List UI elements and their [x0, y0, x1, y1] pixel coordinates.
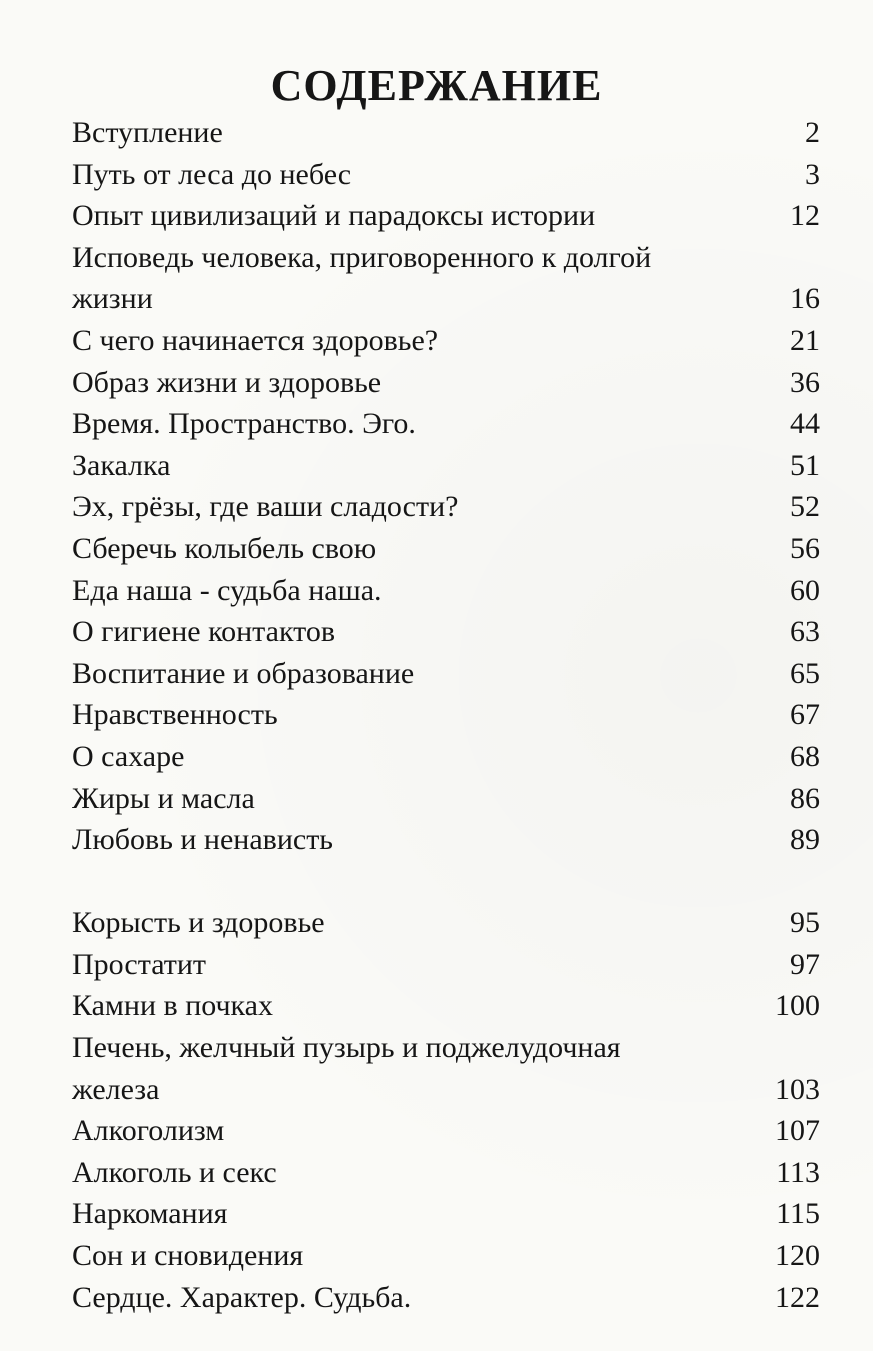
toc-entry-title: Жиры и масла [72, 781, 255, 815]
toc-entry-page: 2 [805, 116, 820, 149]
toc-entry [72, 1235, 832, 1277]
toc-entry-page: 3 [805, 157, 820, 191]
toc-entry-page: 97 [790, 947, 820, 981]
toc-entry-page: 120 [775, 1239, 820, 1273]
toc-entry-page: 52 [790, 490, 820, 524]
toc-entry-page: 60 [790, 573, 820, 607]
toc-entry [72, 570, 832, 612]
toc-entry [72, 778, 832, 820]
toc-entry-title: Еда наша - судьба наша. [72, 573, 382, 607]
toc-entry [72, 320, 832, 362]
table-of-contents [72, 112, 832, 1318]
toc-entry-title: Время. Пространство. Эго. [72, 407, 416, 441]
toc-entry-title: С чего начинается здоровье? [72, 323, 439, 357]
toc-entry-page: 95 [790, 906, 820, 940]
toc-entry-title: Камни в почках [72, 989, 273, 1023]
toc-entry-title: Сердце. Характер. Судьба. [72, 1280, 412, 1314]
toc-entry-title: Алкоголь и секс [72, 1155, 277, 1189]
toc-entry [72, 736, 832, 778]
toc-entry [72, 195, 832, 237]
toc-entry-page: 115 [776, 1197, 820, 1231]
toc-entry [72, 694, 832, 736]
toc-entry-page: 86 [790, 781, 820, 815]
toc-entry [72, 819, 832, 861]
toc-entry [72, 362, 832, 404]
toc-entry [72, 486, 832, 528]
toc-entry-page: 44 [790, 407, 820, 441]
toc-entry-page: 36 [790, 365, 820, 399]
toc-entry [72, 1110, 832, 1152]
toc-entry-page: 56 [790, 531, 820, 565]
toc-entry [72, 1277, 832, 1319]
toc-entry [72, 154, 832, 196]
toc-entry [72, 403, 832, 445]
toc-entry-title: Печень, желчный пузырь и поджелудочная железа [72, 1031, 621, 1106]
toc-entry-title: Сон и сновидения [72, 1239, 304, 1273]
toc-entry-title: Путь от леса до небес [72, 157, 352, 191]
toc-entry-page: 12 [790, 199, 820, 233]
toc-entry [72, 1193, 832, 1235]
toc-entry-page: 113 [776, 1155, 820, 1189]
toc-entry-page: 89 [790, 823, 820, 857]
toc-entry-page: 51 [790, 448, 820, 482]
toc-entry [72, 1152, 832, 1194]
toc-entry-title: О сахаре [72, 739, 185, 773]
toc-entry [72, 1027, 832, 1110]
toc-entry-title: Простатит [72, 947, 207, 981]
toc-entry [72, 985, 832, 1027]
toc-entry-title: Образ жизни и здоровье [72, 365, 382, 399]
toc-entry-page: 16 [790, 282, 820, 316]
toc-entry-title: Корысть и здоровье [72, 906, 325, 940]
toc-entry-page: 65 [790, 656, 820, 690]
toc-entry [72, 902, 832, 944]
toc-entry-title: Наркомания [72, 1197, 228, 1231]
toc-entry-page: 63 [790, 615, 820, 649]
toc-entry-title: Любовь и ненависть [72, 823, 333, 857]
toc-entry-page: 107 [775, 1114, 820, 1148]
toc-entry [72, 528, 832, 570]
section-gap [72, 861, 832, 903]
toc-entry [72, 445, 832, 487]
toc-entry-title: Эх, грёзы, где ваши сладости? [72, 490, 459, 524]
toc-entry-title: Вступление [72, 116, 223, 149]
toc-entry-title: Исповедь человека, приговоренного к долгой жизни [72, 240, 652, 316]
toc-entry-title: О гигиене контактов [72, 615, 336, 649]
toc-entry [72, 944, 832, 986]
toc-entry-page: 100 [775, 989, 820, 1023]
toc-entry [72, 112, 832, 154]
page-title: СОДЕРЖАНИЕ [270, 61, 603, 110]
toc-entry-title: Опыт цивилизаций и парадоксы истории [72, 199, 596, 233]
toc-entry-page: 122 [775, 1280, 820, 1314]
toc-entry [72, 611, 832, 653]
toc-entry-title: Нравственность [72, 698, 278, 732]
toc-entry-page: 68 [790, 739, 820, 773]
toc-entry-title: Закалка [72, 448, 171, 482]
toc-entry [72, 237, 832, 320]
toc-entry-title: Алкоголизм [72, 1114, 225, 1148]
toc-entry [72, 653, 832, 695]
toc-entry-title: Воспитание и образование [72, 656, 415, 690]
toc-entry-page: 103 [775, 1072, 820, 1106]
toc-entry-title: Сберечь колыбель свою [72, 531, 377, 565]
toc-entry-page: 67 [790, 698, 820, 732]
toc-entry-page: 21 [790, 323, 820, 357]
